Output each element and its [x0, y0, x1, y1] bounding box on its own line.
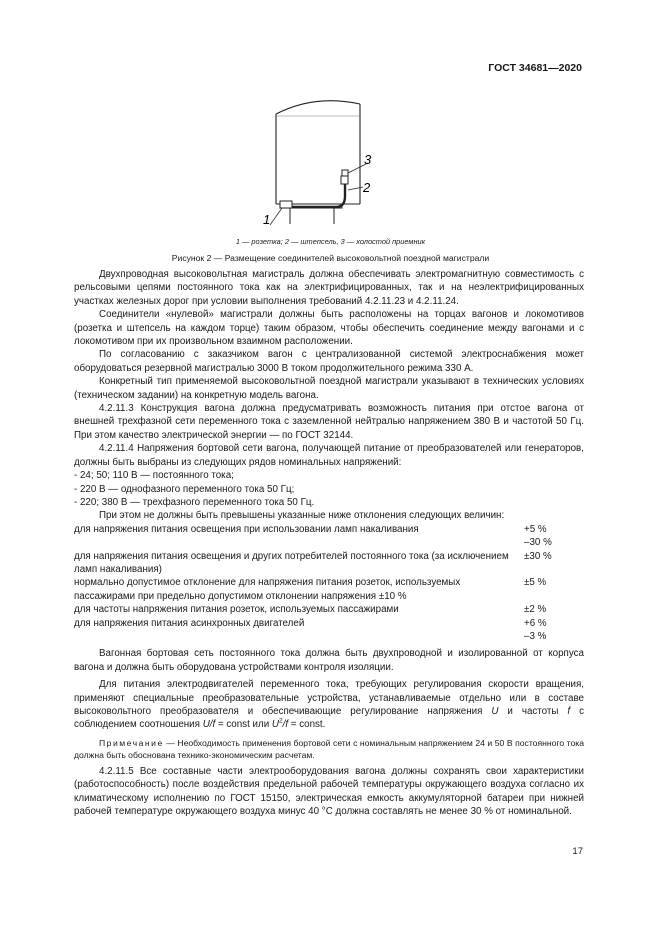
paragraph: Для питания электродвигателей переменного тока, требующих регулирования скорости вращения, применяют специальные преобразовательные устройства, устанавливаемые отдельно или в составе высоковольтного преобразователя и обеспечивающие регулирование напряжения U и частоты f с соблюдением соотношения U/f = const или $U^2/f$ = const. [74, 679, 584, 731]
connector-diagram [260, 92, 430, 242]
requirement-row [74, 550, 584, 577]
requirement-value: +5 % –30 % [524, 523, 552, 549]
requirement-value: ±30 % [524, 550, 552, 562]
list-item: - 220; 380 В — трехфазного переменного тока 50 Гц. [74, 496, 315, 508]
requirement-text: для напряжения питания освещения при использовании ламп накаливания [74, 523, 419, 535]
plug [341, 176, 348, 184]
paragraph: Конкретный тип применяемой высоковольтной поездной магистрали указывают в технических условиях (техническом задании) на конкретную модель вагона. [74, 376, 584, 401]
requirement-text: для частоты напряжения питания розеток, используемых пассажирами [74, 604, 399, 616]
label-3: 3 [364, 152, 372, 167]
standard-number: ГОСТ 34681—2020 [488, 62, 582, 74]
requirement-text: для напряжения питания освещения и других потребителей постоянного тока (за исключением ламп накаливания) [74, 550, 509, 575]
car-end-wall [276, 104, 360, 204]
list-item: - 24; 50; 110 В — постоянного тока; [74, 470, 234, 482]
requirement-text: нормально допустимое отклонение для напряжения питания розеток, используемых пассажирами при предельно допустимом отклонении напряжения ±10 % [74, 577, 461, 602]
paragraph: 4.2.11.5 Все составные части электрооборудования вагона должны сохранять свои характеристики (работоспособность) после воздействия предельной рабочей температуры окружающего воздуха согласно их климатическому исполнению по ГОСТ 15150, электрическая емкость аккумуляторной батареи при нижней рабочей температуре окружающего воздуха минус 40 °С должна составлять не менее 30 % от номинальной. [74, 765, 584, 818]
paragraph: При этом не должны быть превышены указанные ниже отклонения следующих величин: [99, 510, 505, 522]
note: Примечание — Необходимость применения бортовой сети с номинальным напряжением 24 и 50 В постоянного тока должна быть обоснована технико-экономическим расчетам. [74, 737, 584, 760]
requirement-text: для напряжения питания асинхронных двигателей [74, 617, 305, 629]
paragraph: 4.2.11.3 Конструкция вагона должна предусматривать возможность питания при отстое вагона от внешней трехфазной сети переменного тока с заземленной нейтралью напряжением 380 В и частотой 50 Гц. При этом качество электрической энергии — по ГОСТ 32144. [74, 403, 584, 441]
paragraph: 4.2.11.4 Напряжения бортовой сети вагона, получающей питание от преобразователей или генераторов, должны быть выбраны из следующих рядов номинальных напряжений: [74, 443, 584, 468]
requirement-value: ±2 % [524, 604, 547, 616]
requirement-row [74, 523, 584, 550]
label-2: 2 [363, 180, 371, 195]
list-item: - 220 В — однофазного переменного тока 50 Гц; [74, 483, 295, 495]
body-text [74, 268, 584, 818]
paragraph: Вагонная бортовая сеть постоянного тока должна быть двухпроводной и изолированной от корпуса вагона и должна быть оборудована устройствами контроля изоляции. [74, 648, 584, 673]
requirement-row [74, 603, 584, 616]
requirement-value: +6 % –3 % [524, 617, 547, 642]
dummy-receptacle [342, 170, 348, 176]
page-number: 17 [572, 846, 583, 857]
paragraph: Двухпроводная высоковольтная магистраль должна обеспечивать электромагнитную совместимость с рельсовыми цепями постоянного тока как на электрифицированных, так и на неэлектрифицированных участках железных дорог при условии выполнения требований 4.2.11.23 и 4.2.11.24. [74, 269, 584, 307]
label-1: 1 [263, 212, 271, 227]
socket [280, 201, 292, 208]
requirement-value: ±5 % [524, 577, 547, 589]
figure-legend: 1 — розетка; 2 — штепсель, 3 — холостой приемник [235, 237, 426, 246]
cable [286, 172, 345, 207]
paragraph: Соединители «нулевой» магистрали должны быть расположены на торцах вагонов и локомотивов (розетка и штепсель на каждом торце) таким образом, чтобы обеспечить соединение между вагонами и с локомотивом при их произвольном взаимном расположении. [74, 309, 584, 348]
paragraph: По согласованию с заказчиком вагон с централизованной системой электроснабжения может оборудоваться резервной магистралью 3000 В током продолжительного режима 330 А. [74, 349, 584, 374]
requirement-row [74, 576, 584, 603]
car-roof [276, 101, 360, 114]
figure-caption: Рисунок 2 — Размещение соединителей высоковольтной поездной магистрали [171, 253, 490, 263]
requirement-row [74, 617, 584, 644]
